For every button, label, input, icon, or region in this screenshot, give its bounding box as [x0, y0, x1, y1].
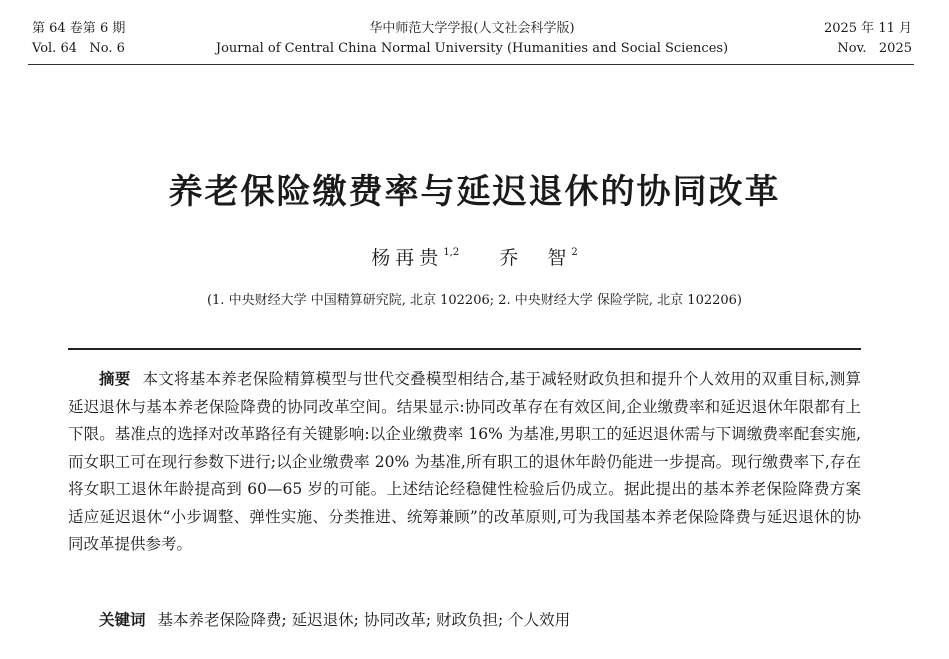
author-name: 杨再贵 — [371, 247, 444, 269]
keywords — [68, 608, 861, 632]
header-divider — [28, 64, 914, 65]
abstract-label: 摘要 — [99, 370, 131, 388]
article-title: 养老保险缴费率与延迟退休的协同改革 — [168, 172, 781, 212]
author-name: 乔 智 — [499, 247, 572, 269]
keywords-text: 基本养老保险降费; 延迟退休; 协同改革; 财政负担; 个人效用 — [157, 611, 571, 629]
author-affiliation-marker: 2 — [571, 247, 578, 258]
abstract-divider — [68, 348, 861, 350]
date-en: Nov. 2025 — [837, 41, 912, 56]
author-list — [0, 240, 949, 271]
running-header — [32, 20, 912, 64]
volume-issue-en: Vol. 64 No. 6 — [32, 41, 125, 56]
volume-issue-cn: 第 64 卷第 6 期 — [32, 21, 126, 36]
author-affiliation-marker: 1,2 — [443, 247, 460, 258]
journal-name-en: Journal of Central China Normal University (Humanities and Social Sciences) — [215, 41, 729, 56]
affiliations: (1. 中央财经大学 中国精算研究院, 北京 102206; 2. 中央财经大学 保险学院, 北京 102206) — [206, 293, 743, 308]
journal-name-cn: 华中师范大学学报(人文社会科学版) — [369, 21, 575, 36]
date-cn: 2025 年 11 月 — [823, 21, 912, 36]
abstract-text: 本文将基本养老保险精算模型与世代交叠模型相结合,基于减轻财政负担和提升个人效用的双重目标,测算延迟退休与基本养老保险降费的协同改革空间。结果显示:协同改革存在有效区间,企业缴费率和延迟退休年限都有上下限。基准点的选择对改革路径有关键影响:以企业缴费率 16% 为基准,男职工的延迟退休需与下调缴费率配套实施,而女职工可在现行参数下进行;以企业缴费率 20% 为基准,所有职工的退休年龄仍能进一步提高。现行缴费率下,存在将女职工退休年龄提高到 60—65 岁的可能。上述结论经稳健性检验后仍成立。据此提出的基本养老保险降费方案适应延迟退休“小步调整、弹性实施、分类推进、统筹兼顾”的改革原则,可为我国基本养老保险降费与延迟退休的协同改革提供参考。 — [68, 370, 861, 553]
abstract — [68, 366, 861, 559]
keywords-label: 关键词 — [99, 611, 146, 629]
